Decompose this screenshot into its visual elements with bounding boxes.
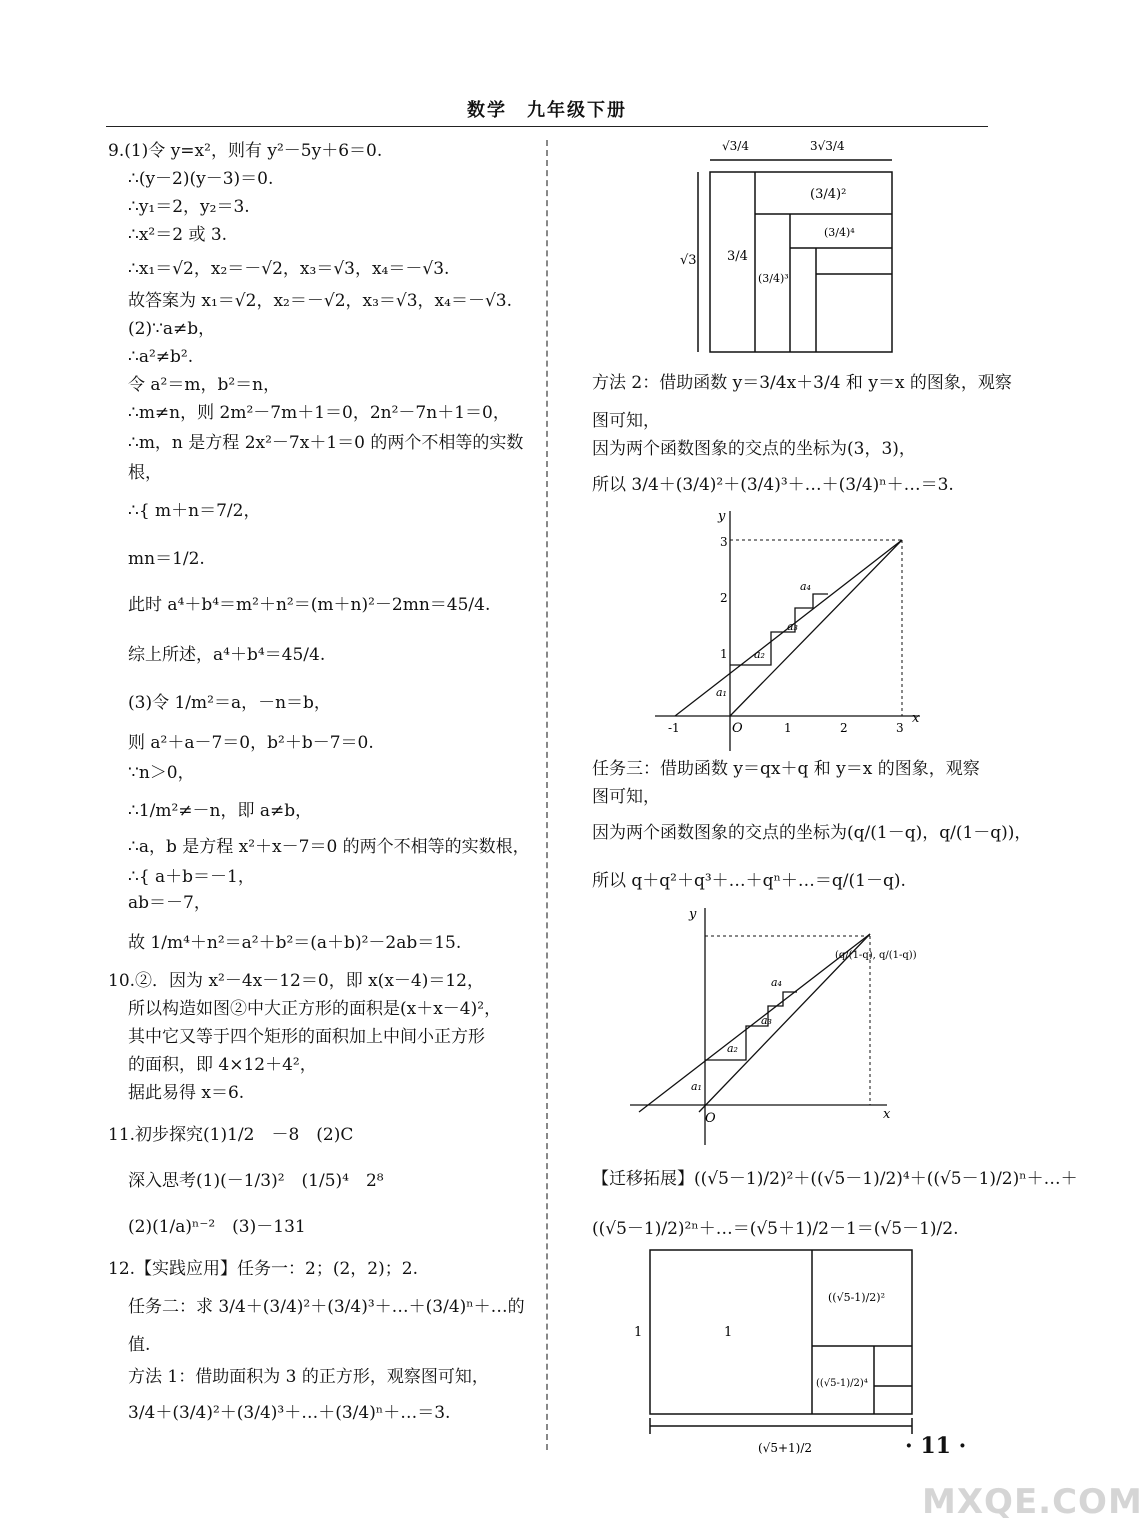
text-line: 【迁移拓展】((√5－1)/2)²＋((√5－1)/2)⁴＋((√5－1)/2)ⁿ＋…＋ [592, 1169, 1078, 1189]
square-area-figure [670, 132, 910, 362]
page-header: 数学 九年级下册 [467, 100, 627, 121]
text-line: 9.(1)令 y=x²，则有 y²－5y＋6＝0. [108, 141, 383, 161]
square-label-2: ((√5-1)/2)² [828, 1291, 886, 1304]
text-line: ab＝－7， [128, 893, 211, 913]
text-line: 则 a²＋a－7＝0，b²＋b－7＝0. [128, 733, 374, 753]
text-line: ∴m，n 是方程 2x²－7x＋1＝0 的两个不相等的实数 [128, 433, 524, 453]
text-line: mn＝1/2. [128, 549, 205, 569]
a-label: a₄ [800, 580, 811, 593]
side-label: √3 [680, 253, 697, 268]
text-line: ∴a，b 是方程 x²＋x－7＝0 的两个不相等的实数根， [128, 837, 530, 857]
text-line: 深入思考(1)(－1/3)² (1/5)⁴ 2⁸ [128, 1171, 384, 1191]
text-line: 其中它又等于四个矩形的面积加上中间小正方形 [128, 1027, 485, 1047]
text-line: 11.初步探究(1)1/2 －8 (2)C [108, 1125, 354, 1145]
text-line: (3)令 1/m²＝a，－n＝b， [128, 693, 331, 713]
text-line: 所以 q＋q²＋q³＋…＋qⁿ＋…＝q/(1－q). [592, 871, 906, 891]
point-label: (q/(1-q), q/(1-q)) [835, 950, 917, 961]
text-line: 3/4＋(3/4)²＋(3/4)³＋…＋(3/4)ⁿ＋…＝3. [128, 1403, 451, 1423]
bottom-label: (√5+1)/2 [758, 1441, 813, 1455]
text-line: ∴{ m＋n＝7/2， [128, 501, 261, 521]
text-line: 故答案为 x₁＝√2，x₂＝－√2，x₃＝√3，x₄＝－√3. [128, 291, 513, 311]
text-line: 任务三：借助函数 y＝qx＋q 和 y＝x 的图象，观察 [592, 759, 980, 779]
text-line: 因为两个函数图象的交点的坐标为(3，3)， [592, 439, 916, 459]
y-tick: 1 [720, 647, 728, 661]
text-line: 故 1/m⁴＋n²＝a²＋b²＝(a＋b)²－2ab＝15. [128, 933, 462, 953]
a-label: a₁ [716, 686, 727, 699]
a-label: a₁ [691, 1080, 702, 1093]
text-line: 12.【实践应用】任务一：2；(2，2)；2. [108, 1259, 418, 1279]
x-tick: 1 [784, 721, 792, 735]
inner-label-d: (3/4)⁴ [824, 226, 855, 239]
text-line: ∴m≠n，则 2m²－7m＋1＝0，2n²－7n＋1＝0， [128, 403, 510, 423]
golden-rectangle-figure [628, 1246, 928, 1462]
a-label: a₃ [761, 1014, 772, 1027]
text-line: 的面积，即 4×12＋4²， [128, 1055, 317, 1075]
inner-label-b: (3/4)² [810, 187, 847, 202]
x-tick: -1 [668, 721, 680, 735]
x-axis-label: x [912, 711, 920, 726]
a-label: a₄ [771, 976, 782, 989]
text-line: ∴x₁＝√2，x₂＝－√2，x₃＝√3，x₄＝－√3. [128, 259, 450, 279]
text-line: 所以 3/4＋(3/4)²＋(3/4)³＋…＋(3/4)ⁿ＋…＝3. [592, 475, 954, 495]
text-line: 任务二：求 3/4＋(3/4)²＋(3/4)³＋…＋(3/4)ⁿ＋…的 [128, 1297, 525, 1317]
text-line: 所以构造如图②中大正方形的面积是(x＋x－4)²， [128, 999, 502, 1019]
origin-label: O [732, 721, 743, 736]
square-label-4: ((√5-1)/2)⁴ [816, 1378, 868, 1389]
a-label: a₂ [754, 648, 765, 661]
x-axis-label: x [883, 1107, 891, 1122]
header-rule [106, 126, 988, 127]
a-label: a₂ [727, 1042, 738, 1055]
column-divider [546, 140, 548, 1450]
text-line: ∴1/m²≠－n，即 a≠b， [128, 801, 313, 821]
y-tick: 2 [720, 591, 728, 605]
text-line: ((√5－1)/2)²ⁿ＋…＝(√5＋1)/2－1＝(√5－1)/2. [592, 1219, 959, 1239]
y-tick: 3 [720, 535, 728, 549]
inner-label-a: 3/4 [727, 249, 748, 264]
text-line: ∴{ a＋b＝－1， [128, 867, 255, 887]
graph-method-two [650, 506, 930, 756]
text-line: 令 a²＝m，b²＝n， [128, 375, 281, 395]
text-line: 值. [128, 1335, 151, 1355]
y-axis-label: y [718, 509, 726, 524]
text-line: ∴(y－2)(y－3)＝0. [128, 169, 274, 189]
text-line: 图可知， [592, 787, 660, 807]
text-line: 方法 2：借助函数 y＝3/4x＋3/4 和 y＝x 的图象，观察 [592, 373, 1012, 393]
y-axis-label: y [689, 907, 697, 922]
text-line: 图可知， [592, 411, 660, 431]
origin-label: O [705, 1111, 716, 1126]
text-line: 据此易得 x＝6. [128, 1083, 245, 1103]
page-number: · 11 · [905, 1433, 967, 1459]
top-left-label: √3/4 [722, 139, 749, 153]
text-line: ∴a²≠b². [128, 347, 194, 367]
x-tick: 3 [896, 721, 904, 735]
text-line: 综上所述，a⁴＋b⁴＝45/4. [128, 645, 326, 665]
text-line: ∴x²＝2 或 3. [128, 225, 228, 245]
text-line: (2)(1/a)ⁿ⁻² (3)－131 [128, 1217, 306, 1237]
text-line: 10.②．因为 x²－4x－12＝0，即 x(x－4)＝12， [108, 971, 484, 991]
text-line: (2)∵a≠b， [128, 319, 216, 339]
text-line: 方法 1：借助面积为 3 的正方形，观察图可知， [128, 1367, 489, 1387]
graph-task-three [625, 900, 955, 1150]
left-side-label: 1 [634, 1325, 643, 1340]
x-tick: 2 [840, 721, 848, 735]
text-line: 根， [128, 463, 162, 483]
top-right-label: 3√3/4 [810, 139, 845, 153]
text-line: 此时 a⁴＋b⁴＝m²＋n²＝(m＋n)²－2mn＝45/4. [128, 595, 491, 615]
text-line: ∵n＞0， [128, 763, 195, 783]
a-label: a₃ [787, 620, 798, 633]
text-line: 因为两个函数图象的交点的坐标为(q/(1－q)，q/(1－q))， [592, 823, 1032, 843]
text-line: ∴y₁＝2，y₂＝3. [128, 197, 250, 217]
watermark: MXQE.COM [922, 1482, 1143, 1522]
inner-label-c: (3/4)³ [758, 272, 789, 285]
center-label: 1 [724, 1325, 733, 1340]
